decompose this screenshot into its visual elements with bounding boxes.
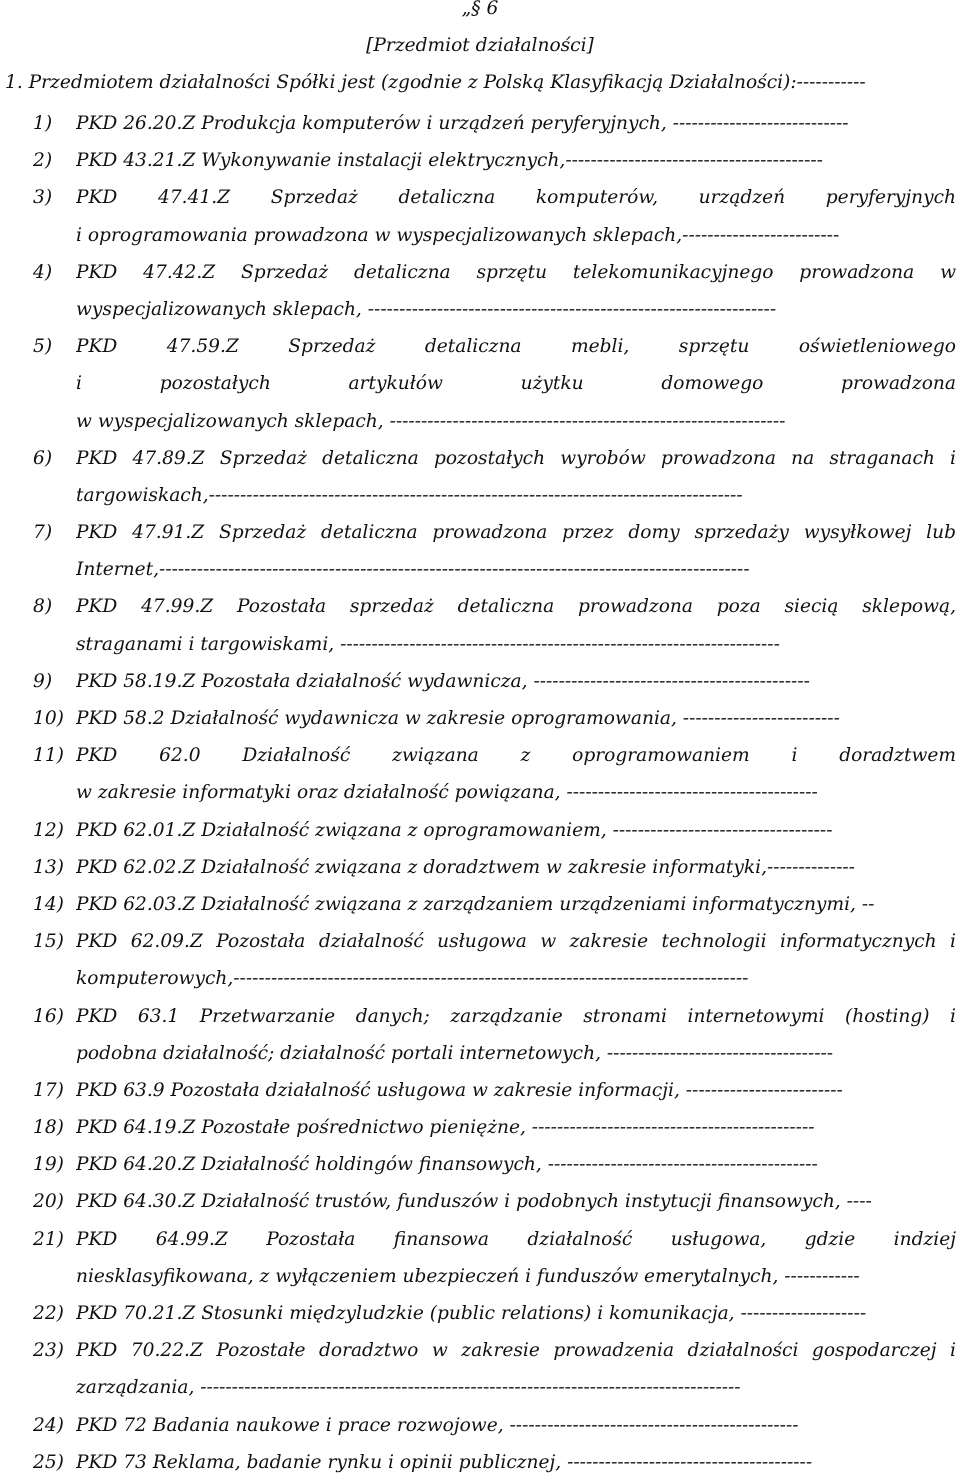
pkd-list	[0, 105, 960, 1481]
list-item-line: w zakresie informatyki oraz działalność powiązana, ----------------------------------------	[76, 782, 818, 804]
list-item-number: 24)	[33, 1414, 64, 1436]
list-item-line: PKD 62.09.Z Pozostała działalność usługowa w zakresie technologii informatycznych i	[76, 931, 956, 953]
list-item-line: PKD 64.20.Z Działalność holdingów finansowych, -------------------------------------------	[76, 1154, 818, 1176]
list-item-line: PKD 73 Reklama, badanie rynku i opinii publicznej, ---------------------------------------	[76, 1451, 813, 1473]
list-item-text	[76, 514, 956, 588]
list-item	[0, 142, 960, 179]
list-item-text	[76, 886, 956, 923]
list-item	[0, 886, 960, 923]
list-item-number: 8)	[33, 596, 53, 618]
list-item	[0, 700, 960, 737]
list-item-number: 17)	[33, 1079, 64, 1101]
list-item	[0, 588, 960, 662]
list-item-line: PKD 47.42.Z Sprzedaż detaliczna sprzętu telekomunikacyjnego prowadzona w	[76, 261, 956, 283]
list-item-text	[76, 328, 956, 440]
list-item-text	[76, 1146, 956, 1183]
list-item-number: 2)	[33, 150, 53, 172]
list-item-text	[76, 1183, 956, 1220]
list-item-line: PKD 62.01.Z Działalność związana z oprogramowaniem, -----------------------------------	[76, 819, 833, 841]
list-item	[0, 1295, 960, 1332]
list-item	[0, 1407, 960, 1444]
list-item	[0, 1146, 960, 1183]
list-item-number: 6)	[33, 447, 53, 469]
list-item-line: PKD 64.99.Z Pozostała finansowa działalność usługowa, gdzie indziej	[76, 1228, 956, 1250]
list-item-number: 23)	[33, 1340, 64, 1362]
list-item-line: i oprogramowania prowadzona w wyspecjalizowanych sklepach,-------------------------	[76, 224, 840, 246]
list-item-text	[76, 1109, 956, 1146]
list-item-line: PKD 47.91.Z Sprzedaż detaliczna prowadzona przez domy sprzedaży wysyłkowej lub	[76, 522, 956, 544]
list-item-number: 1)	[33, 113, 53, 134]
list-item-line: PKD 70.22.Z Pozostałe doradztwo w zakresie prowadzenia działalności gospodarczej i	[76, 1340, 956, 1362]
list-item	[0, 105, 960, 142]
list-item-number: 25)	[33, 1451, 64, 1473]
list-item-line: PKD 26.20.Z Produkcja komputerów i urządzeń peryferyjnych, ----------------------------	[76, 113, 849, 134]
list-item-number: 22)	[33, 1303, 64, 1324]
list-item-text	[76, 663, 956, 700]
list-item-number: 4)	[33, 261, 53, 283]
list-item-line: PKD 63.1 Przetwarzanie danych; zarządzanie stronami internetowymi (hosting) i	[76, 1005, 956, 1027]
list-item	[0, 1072, 960, 1109]
section-heading: „§ 6	[461, 0, 499, 19]
list-item-text	[76, 812, 956, 849]
list-item-line: w wyspecjalizowanych sklepach, ---------------------------------------------------------------	[76, 410, 786, 432]
list-item-line: PKD 62.03.Z Działalność związana z zarządzaniem urządzeniami informatycznymi, --	[76, 893, 875, 915]
list-item-line: PKD 72 Badania naukowe i prace rozwojowe, ----------------------------------------------	[76, 1414, 799, 1436]
list-item-number: 7)	[33, 522, 53, 544]
list-item	[0, 254, 960, 328]
list-item-line: PKD 62.02.Z Działalność związana z doradztwem w zakresie informatyki,--------------	[76, 856, 855, 878]
list-item-number: 15)	[33, 931, 64, 953]
list-item	[0, 514, 960, 588]
list-item-number: 11)	[33, 745, 64, 767]
list-item-line: PKD 62.0 Działalność związana z oprogramowaniem i doradztwem	[76, 745, 956, 767]
list-item	[0, 1332, 960, 1406]
list-item	[0, 849, 960, 886]
list-item-number: 5)	[33, 336, 53, 358]
list-item-line: wyspecjalizowanych sklepach, -----------------------------------------------------------------	[76, 298, 777, 320]
list-item-text	[76, 1072, 956, 1109]
list-item	[0, 812, 960, 849]
section-subject: [Przedmiot działalności]	[366, 35, 594, 56]
list-item-text	[76, 588, 956, 662]
list-item-line: zarządzania, --------------------------------------------------------------------------------------	[76, 1377, 741, 1399]
list-item-number: 16)	[33, 1005, 64, 1027]
list-item	[0, 1183, 960, 1220]
list-item-text	[76, 142, 956, 179]
list-item-line: PKD 47.99.Z Pozostała sprzedaż detaliczna prowadzona poza siecią sklepową,	[76, 596, 956, 618]
list-item-line: PKD 64.19.Z Pozostałe pośrednictwo pieniężne, ---------------------------------------------	[76, 1117, 815, 1139]
list-item-line: PKD 43.21.Z Wykonywanie instalacji elektrycznych,-----------------------------------------	[76, 150, 823, 172]
list-item-text	[76, 700, 956, 737]
list-item-text	[76, 1295, 956, 1332]
list-item	[0, 328, 960, 440]
list-item-text	[76, 849, 956, 886]
list-item	[0, 737, 960, 811]
list-item-text	[76, 1407, 956, 1444]
list-item-line: PKD 47.89.Z Sprzedaż detaliczna pozostałych wyrobów prowadzona na straganach i	[76, 447, 956, 469]
list-item-number: 21)	[33, 1228, 64, 1250]
list-item-line: komputerowych,----------------------------------------------------------------------------------	[76, 968, 749, 990]
list-item	[0, 923, 960, 997]
list-item-line: i pozostałych artykułów użytku domowego prowadzona	[76, 373, 956, 395]
list-item-text	[76, 923, 956, 997]
list-item-text	[76, 179, 956, 253]
list-item-line: PKD 47.59.Z Sprzedaż detaliczna mebli, sprzętu oświetleniowego	[76, 336, 956, 358]
list-item-text	[76, 998, 956, 1072]
list-item-line: targowiskach,-------------------------------------------------------------------------------------	[76, 484, 743, 506]
list-item-line: Internet,----------------------------------------------------------------------------------------------	[76, 559, 750, 581]
list-item-line: PKD 58.2 Działalność wydawnicza w zakresie oprogramowania, -------------------------	[76, 708, 840, 729]
list-item-text	[76, 440, 956, 514]
intro-paragraph: 1. Przedmiotem działalności Spółki jest (zgodnie z Polską Klasyfikacją Działalności):-----------	[5, 72, 866, 93]
list-item-text	[76, 254, 956, 328]
list-item-line: niesklasyfikowana, z wyłączeniem ubezpieczeń i funduszów emerytalnych, ------------	[76, 1265, 860, 1287]
list-item-number: 19)	[33, 1154, 64, 1176]
list-item-line: straganami i targowiskami, ----------------------------------------------------------------------	[76, 633, 780, 655]
list-item-line: PKD 47.41.Z Sprzedaż detaliczna komputerów, urządzeń peryferyjnych	[76, 187, 956, 209]
list-item-text	[76, 1444, 956, 1481]
list-item-text	[76, 1221, 956, 1295]
list-item-number: 18)	[33, 1117, 64, 1139]
list-item-number: 14)	[33, 893, 64, 915]
list-item-text	[76, 1332, 956, 1406]
list-item	[0, 179, 960, 253]
list-item	[0, 1109, 960, 1146]
list-item-text	[76, 105, 956, 142]
list-item	[0, 1221, 960, 1295]
list-item-line: PKD 70.21.Z Stosunki międzyludzkie (public relations) i komunikacja, --------------------	[76, 1303, 867, 1324]
list-item-number: 13)	[33, 856, 64, 878]
list-item-line: podobna działalność; działalność portali internetowych, ------------------------------------	[76, 1042, 834, 1064]
list-item	[0, 998, 960, 1072]
list-item	[0, 1444, 960, 1481]
list-item-line: PKD 63.9 Pozostała działalność usługowa w zakresie informacji, -------------------------	[76, 1079, 843, 1101]
list-item	[0, 663, 960, 700]
list-item-number: 9)	[33, 670, 53, 692]
list-item-number: 20)	[33, 1191, 64, 1213]
list-item-number: 12)	[33, 819, 64, 841]
list-item-number: 10)	[33, 708, 64, 729]
list-item-number: 3)	[33, 187, 53, 209]
list-item-line: PKD 64.30.Z Działalność trustów, funduszów i podobnych instytucji finansowych, ----	[76, 1191, 872, 1213]
list-item-line: PKD 58.19.Z Pozostała działalność wydawnicza, --------------------------------------------	[76, 670, 810, 692]
list-item	[0, 440, 960, 514]
list-item-text	[76, 737, 956, 811]
